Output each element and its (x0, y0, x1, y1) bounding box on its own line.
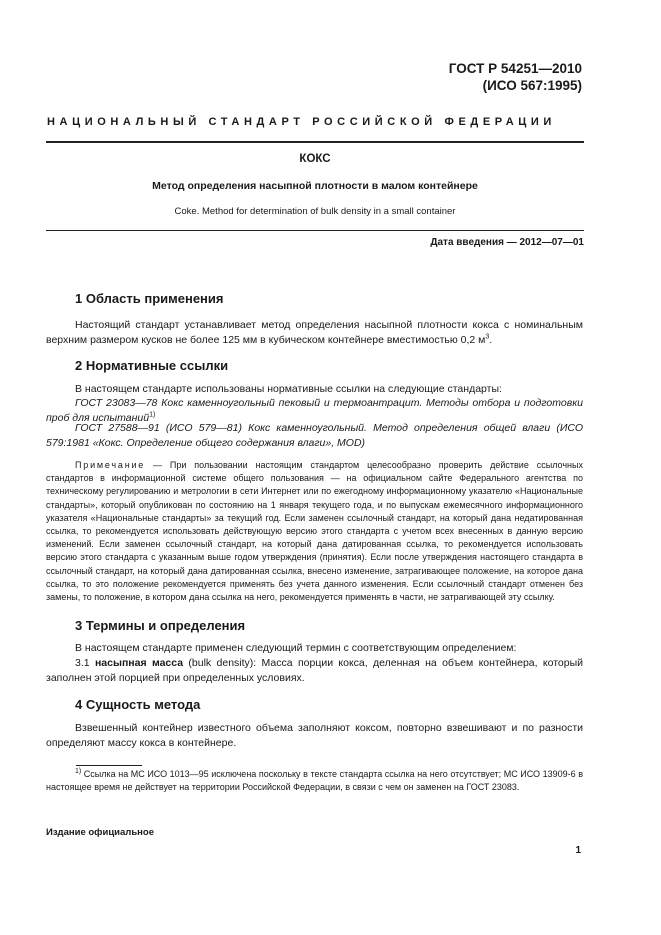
gost-number: ГОСТ Р 54251—2010 (448, 61, 582, 76)
section-1-body: Настоящий стандарт устанавливает метод определения насыпной плотности кокса с номинальным верхним размером кусков не более 125 мм в кубическом контейнере вместимостью 0,2 м (46, 319, 583, 346)
section-1-end: . (489, 334, 493, 346)
note-label: Примечание (75, 460, 146, 470)
section-4-heading: 4 Сущность метода (75, 697, 201, 712)
section-1-heading: 1 Область применения (75, 291, 224, 306)
english-title: Coke. Method for determination of bulk density in a small container (174, 206, 456, 217)
cubic-superscript: 3 (485, 333, 490, 341)
title-divider (46, 230, 584, 231)
reference-gost-27588: ГОСТ 27588—91 (ИСО 579—81) Кокс каменноугольный. Метод определения общей влаги (ИСО 579:1981 «Кокс. Определение общего содержания влаги», MOD) (46, 422, 583, 449)
page-number: 1 (575, 845, 581, 856)
official-edition-label: Издание официальное (46, 827, 154, 838)
footnote-marker: 1) (75, 768, 82, 775)
term-definition-text: (bulk density): Масса порции кокса, деленная на объем контейнера, который заполнен этой порцией при определенных условиях. (46, 657, 584, 684)
section-2-heading: 2 Нормативные ссылки (75, 358, 229, 373)
document-number-block (449, 60, 582, 94)
section-3-heading: 3 Термины и определения (75, 618, 246, 633)
section-4-text: Взвешенный контейнер известного объема заполняют коксом, повторно взвешивают и по разности определяют массу кокса в контейнере. (46, 722, 583, 749)
document-title: КОКС (299, 153, 331, 165)
term-definition (46, 656, 583, 686)
section-1-text (46, 318, 583, 348)
term-name: насыпная масса (94, 657, 184, 669)
iso-number: (ИСО 567:1995) (482, 78, 582, 93)
footnote (46, 768, 583, 793)
footnote-divider (76, 765, 142, 766)
introduction-date: Дата введения — 2012—07—01 (430, 237, 584, 248)
term-number: 3.1 (75, 657, 95, 669)
note-paragraph (46, 459, 583, 604)
section-2-intro: В настоящем стандарте использованы нормативные ссылки на следующие стандарты: (75, 383, 502, 395)
reference-1-text: ГОСТ 23083—78 Кокс каменноугольный пековый и термоантрацит. Методы отбора и подготовки проб для испытаний (46, 397, 583, 424)
header-divider (46, 141, 584, 143)
footnote-ref-1: 1) (149, 411, 156, 419)
footnote-text: Ссылка на МС ИСО 1013—95 исключена поскольку в тексте стандарта ссылка на него отсутствует; МС ИСО 13909-6 в настоящее время не действует на территории Российской Федерации, в связи с чем он заменен на ГОСТ 23083. (46, 769, 583, 792)
document-subtitle: Метод определения насыпной плотности в малом контейнере (152, 180, 478, 192)
section-3-intro: В настоящем стандарте применен следующий термин с соответствующим определением: (75, 642, 517, 654)
national-standard-banner: НАЦИОНАЛЬНЫЙ СТАНДАРТ РОССИЙСКОЙ ФЕДЕРАЦИИ (47, 116, 556, 128)
note-text: — При пользовании настоящим стандартом целесообразно проверить действие ссылочных стандартов в информационной системе общего пользования — на официальном сайте Федерального агентства по техническому регулированию и метрологии в сети Интернет или по ежегодному информационному указателю «Национальные стандарты», который опубликован по состоянию на 1 января текущего года, и по выпускам ежемесячного информационного указателя «Национальные стандарты» за текущий год. Если заменен ссылочный стандарт, на который дана недатированная ссылка, то рекомендуется использовать действующую версию этого стандарта с учетом всех внесенных в данную версию изменений. Если заменен ссылочный стандарт, на который дана датированная ссылка, то рекомендуется использовать версию этого стандарта с указанным выше годом утверждения (принятия). Если после утверждения настоящего стандарта в ссылочный стандарт, на который дана датированная ссылка, внесено изменение, затрагивающее положение, на которое дана ссылка, то это положение рекомендуется применять без учета данного изменения. Если ссылочный стандарт отменен без замены, то положение, в котором дана ссылка на него, рекомендуется применять в части, не затрагивающей эту ссылку. (46, 460, 583, 603)
